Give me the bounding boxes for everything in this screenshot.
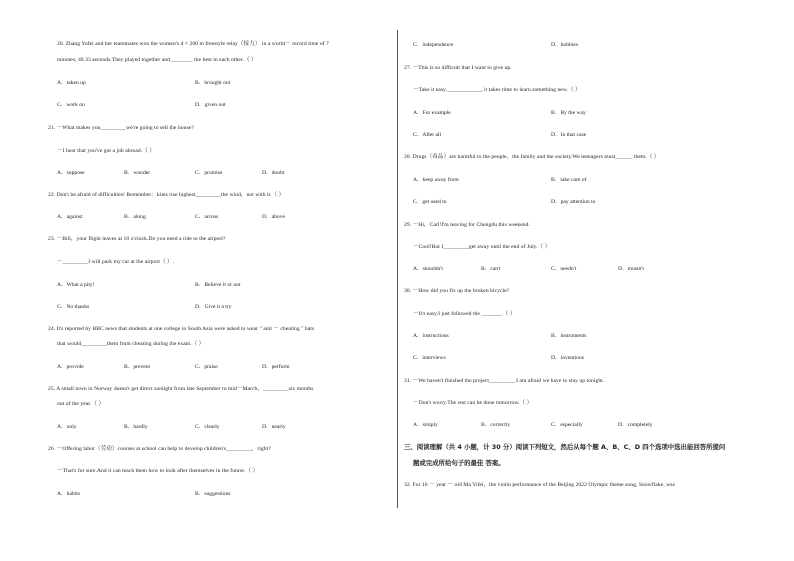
question-text: 25. A small town in Norway doesn't get direct sunlight from late September to mid－March，_________six months [48, 386, 314, 392]
option-b[interactable]: B．can't [481, 266, 501, 272]
option-c[interactable]: C．interviews [413, 355, 446, 361]
option-c[interactable]: C．praise [195, 364, 218, 370]
question-text: －Don't worry.The rest can be done tomorrow.（ ） [413, 400, 533, 406]
option-d[interactable]: D．hobbies [551, 42, 579, 48]
question-text: 20. Zhang Yufei and her teammates won the women's 4 × 200 m freestyle relay（接力） in a world－ record time of 7 [57, 41, 329, 47]
option-d[interactable]: D．inventions [551, 355, 584, 361]
question-text: －Cool!But I_________get away until the end of July.（ ） [413, 244, 551, 250]
option-a[interactable]: A．instructions [413, 333, 449, 339]
question-text: 30. －How did you fix up the broken bicycle? [404, 288, 510, 294]
option-a[interactable]: A．suppose [57, 170, 85, 176]
question-text: 23. －Bill，your flight leaves at 10 o'clock.Do you need a ride to the airport? [48, 236, 226, 242]
option-d[interactable]: D．given out [195, 102, 226, 108]
option-a[interactable]: A．What a pity! [57, 282, 95, 288]
option-a[interactable]: A．shouldn't [413, 266, 443, 272]
question-text: －That's for sure.And it can teach them how to look after themselves in the future.（ ） [57, 468, 259, 474]
option-a[interactable]: A．provide [57, 364, 84, 370]
option-c[interactable]: C．get used to [413, 199, 447, 205]
option-b[interactable]: B．wonder [124, 170, 151, 176]
question-text: 22. Don't be afraid of difficulties! Remember：kites rise highest_________the wind，not with it.（ ） [48, 192, 285, 198]
option-a[interactable]: A．against [57, 214, 83, 220]
column-divider [397, 30, 398, 508]
option-d[interactable]: D．Give it a try [195, 304, 232, 310]
option-c[interactable]: C．across [195, 214, 219, 220]
question-text: －_________I will park my car at the airport（ ）. [57, 259, 175, 265]
question-text: that would_________them from cheating during the exam.（ ） [57, 341, 205, 347]
option-c[interactable]: C．clearly [195, 424, 220, 430]
option-d[interactable]: D．mustn't [618, 266, 644, 272]
question-text: －I hear that you've got a job abroad.（ ） [57, 148, 155, 154]
option-c[interactable]: C．needn't [551, 266, 577, 272]
option-a[interactable]: A．only [57, 424, 77, 430]
option-d[interactable]: D．In that case [551, 132, 587, 138]
section-heading: 题或完成所给句子的最佳 答案。 [413, 459, 505, 467]
question-text: －Take it easy.____________, it takes time to learn something new.（ ） [413, 87, 581, 93]
option-a[interactable]: A．simply [413, 422, 438, 428]
option-b[interactable]: B．correctly [481, 422, 511, 428]
option-b[interactable]: B．suggestions [195, 491, 231, 497]
option-c[interactable]: C．No thanks [57, 304, 90, 310]
option-b[interactable]: B．prevent [124, 364, 151, 370]
option-d[interactable]: D．above [262, 214, 285, 220]
question-text: 27. －This is so difficult that I want to give up. [404, 65, 512, 71]
option-d[interactable]: D．pay attention to [551, 199, 596, 205]
question-text: 29. －Hi，Carl!I'm leaving for Chengdu this weekend. [404, 222, 530, 228]
option-b[interactable]: B．brought out [195, 80, 231, 86]
option-a[interactable]: A．For example [413, 110, 451, 116]
option-d[interactable]: D．perform [262, 364, 290, 370]
option-a[interactable]: A．keep away from [413, 177, 459, 183]
option-c[interactable]: C．work on [57, 102, 85, 108]
option-a[interactable]: A．taken up [57, 80, 86, 86]
question-text: 31. －We haven't finished the project_________.I am afraid we have to stay up tonight. [404, 378, 605, 384]
option-c[interactable]: C．independence [413, 42, 454, 48]
option-b[interactable]: B．hardly [124, 424, 148, 430]
option-c[interactable]: C．especially [551, 422, 583, 428]
option-c[interactable]: C．After all [413, 132, 442, 138]
question-text: out of the year.（ ） [57, 401, 105, 407]
question-text: 32. For 16 － year － old Ma Yifei，the violin performance of the Beijing 2022 Olympic theme song, Snowflake, was [404, 482, 675, 488]
question-text: －It's easy.I just followed the _______.（ ） [413, 311, 516, 317]
option-b[interactable]: B．By the way [551, 110, 586, 116]
question-text: 24. It's reported by BBC news that students at one college in South Asia were asked to wear " anti － cheating " hats [48, 326, 315, 332]
option-d[interactable]: D．doubt [262, 170, 285, 176]
question-text: 26. －Offering labor（劳动）courses at school can help to develop children's_________，right? [48, 446, 271, 452]
option-d[interactable]: D．completely [618, 422, 653, 428]
section-heading: 三、阅读理解（共 4 小题，计 30 分）阅读下列短文，然后从每个题 A、B、C、D 四个选项中选出能回答所提问 [404, 443, 726, 451]
option-b[interactable]: B．take care of [551, 177, 587, 183]
question-text: 21. －What makes you_________we're going to sell the house? [48, 125, 194, 131]
option-b[interactable]: B．instruments [551, 333, 587, 339]
option-b[interactable]: B．along [124, 214, 146, 220]
option-c[interactable]: C．promise [195, 170, 223, 176]
question-text: minutes, 40.33 seconds.They played together and________ the best in each other.（ ） [57, 57, 257, 63]
question-text: 28. Drugs（毒品）are harmful to the people，the family and the society.We teenagers must______ them.（ ） [404, 154, 660, 160]
option-d[interactable]: D．nearly [262, 424, 286, 430]
option-b[interactable]: B．Believe it or not [195, 282, 241, 288]
option-a[interactable]: A．habits [57, 491, 80, 497]
